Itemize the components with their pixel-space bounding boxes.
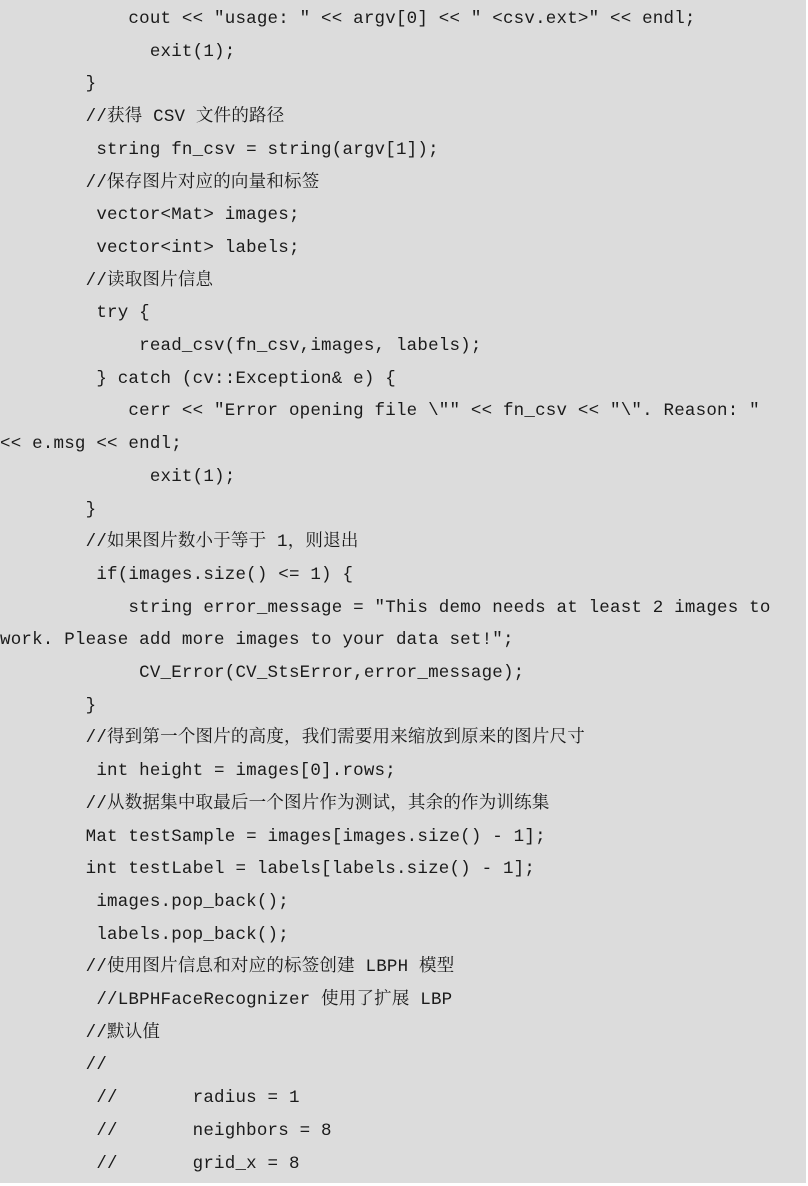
code-line: << e.msg << endl; — [0, 434, 182, 455]
code-line: //得到第一个图片的高度，我们需要用来缩放到原来的图片尺寸 — [0, 728, 585, 749]
code-line: images.pop_back(); — [0, 891, 289, 912]
code-line: // grid_x = 8 — [0, 1153, 300, 1174]
code-line: exit(1); — [0, 466, 236, 487]
code-line: work. Please add more images to your data set!"; — [0, 630, 514, 651]
code-line: cout << "usage: " << argv[0] << " <csv.ext>" << endl; — [0, 9, 696, 29]
code-line: vector<int> labels; — [0, 237, 300, 258]
code-line: //如果图片数小于等于 1，则退出 — [0, 532, 359, 553]
code-line: cerr << "Error opening file \"" << fn_csv << "\". Reason: " — [0, 401, 760, 422]
code-line: //获得 CSV 文件的路径 — [0, 107, 285, 128]
code-line: //默认值 — [0, 1022, 161, 1043]
code-line: } — [0, 695, 97, 716]
code-line: } — [0, 499, 97, 520]
code-line: exit(1); — [0, 41, 236, 62]
code-line: //使用图片信息和对应的标签创建 LBPH 模型 — [0, 957, 455, 978]
code-line: //LBPHFaceRecognizer 使用了扩展 LBP — [0, 990, 453, 1010]
code-line: int height = images[0].rows; — [0, 761, 396, 782]
code-line: } — [0, 74, 97, 95]
code-line: // — [0, 1055, 108, 1076]
code-line: // radius = 1 — [0, 1088, 300, 1109]
code-line: //从数据集中取最后一个图片作为测试，其余的作为训练集 — [0, 793, 550, 814]
code-line: int testLabel = labels[labels.size() - 1]; — [0, 859, 536, 880]
code-line: //读取图片信息 — [0, 270, 214, 291]
code-line: if(images.size() <= 1) { — [0, 564, 354, 585]
code-line: labels.pop_back(); — [0, 924, 289, 945]
code-line: string fn_csv = string(argv[1]); — [0, 139, 439, 160]
code-line: try { — [0, 303, 150, 324]
code-line: // neighbors = 8 — [0, 1120, 332, 1141]
code-line: vector<Mat> images; — [0, 205, 300, 226]
code-line: string error_message = "This demo needs at least 2 images to — [0, 597, 771, 618]
code-line: } catch (cv::Exception& e) { — [0, 368, 396, 389]
code-line: Mat testSample = images[images.size() - 1]; — [0, 826, 546, 847]
code-line: //保存图片对应的向量和标签 — [0, 172, 320, 193]
code-line: read_csv(fn_csv,images, labels); — [0, 336, 482, 356]
code-line: CV_Error(CV_StsError,error_message); — [0, 663, 525, 683]
